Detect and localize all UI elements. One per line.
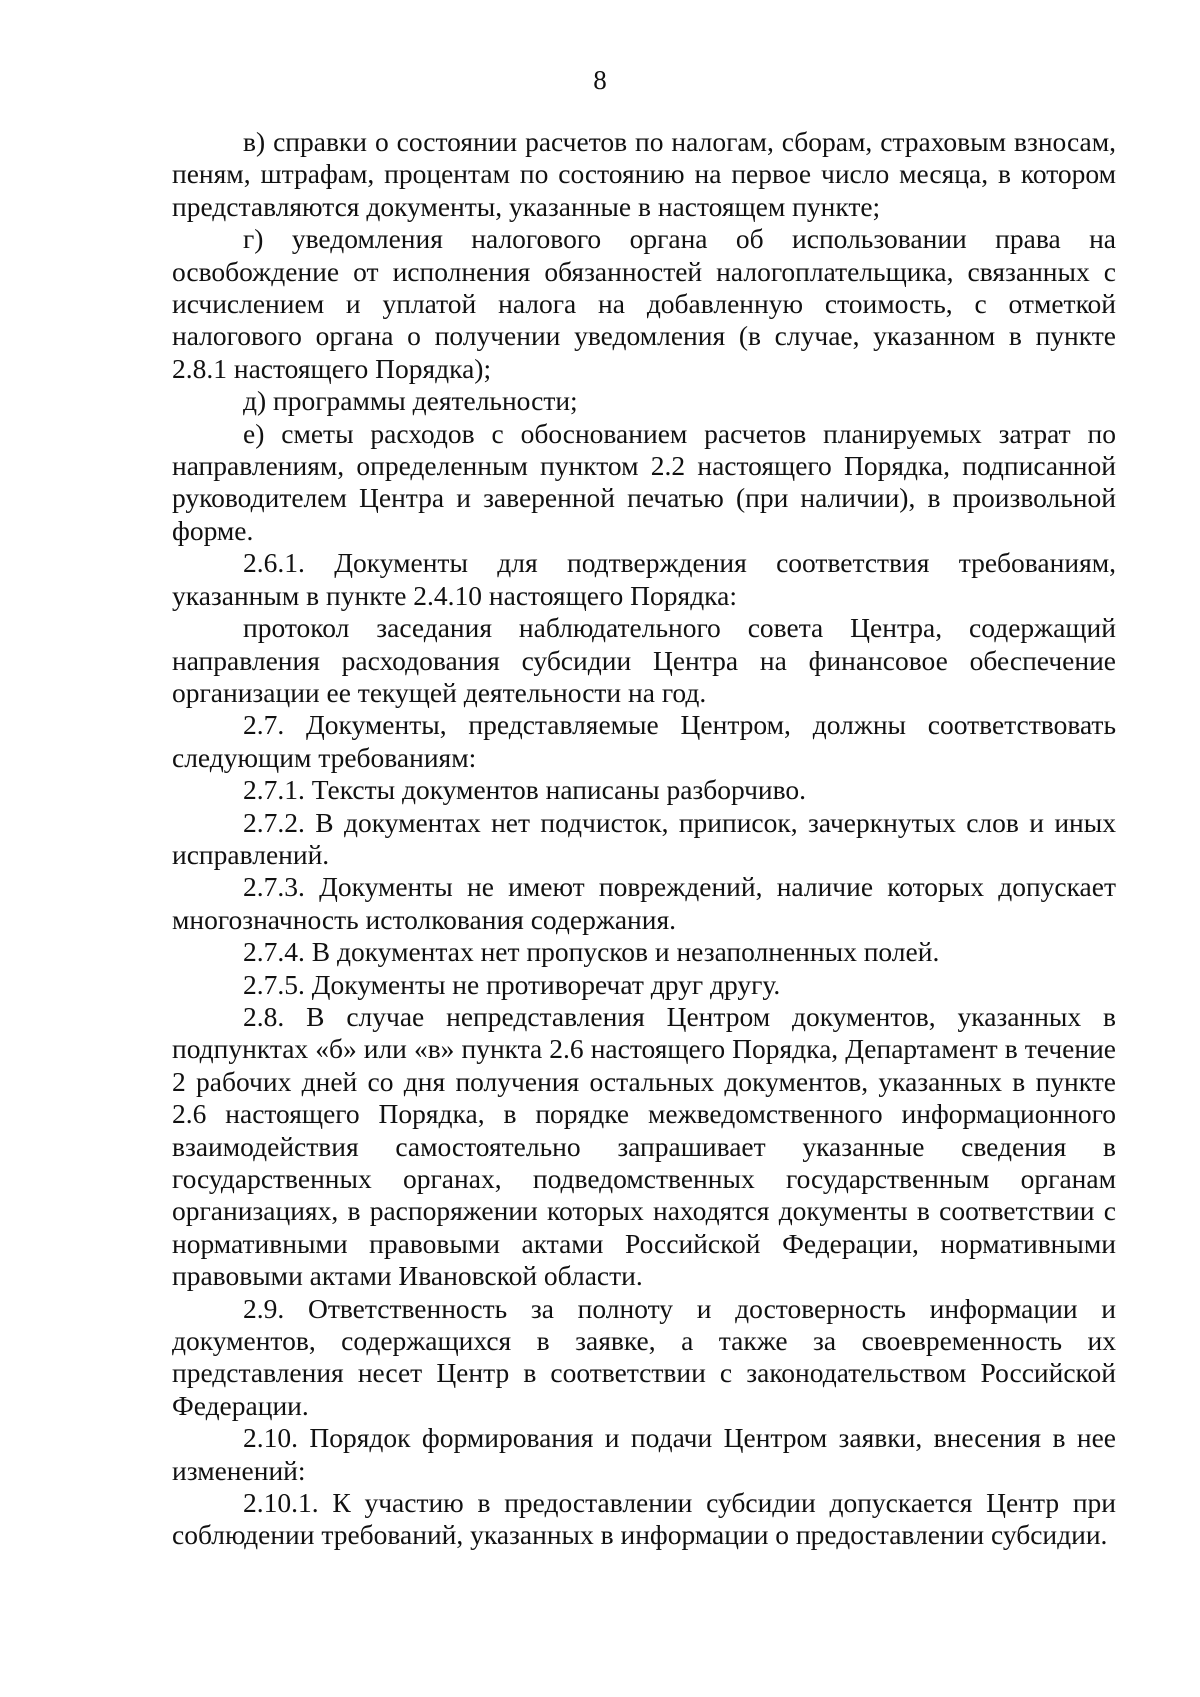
paragraph-2-9: 2.9. Ответственность за полноту и достоверность информации и документов, содержащихся в заявке, а также за своевременность их представления несет Центр в соответствии с законодательством Российской Федерации. [172,1292,1116,1421]
paragraph-g-vat-exemption-notice: г) уведомления налогового органа об использовании права на освобождение от исполнения обязанностей налогоплательщика, связанных с исчислением и уплатой налога на добавленную стоимость, с отметкой налогового органа о получении уведомления (в случае, указанном в пункте 2.8.1 настоящего Порядка); [172,223,1116,384]
paragraph-2-7: 2.7. Документы, представляемые Центром, должны соответствовать следующим требованиям: [172,709,1116,773]
document-body [172,126,1116,1552]
paragraph-2-8: 2.8. В случае непредставления Центром документов, указанных в подпунктах «б» или «в» пункта 2.6 настоящего Порядка, Департамент в течение 2 рабочих дней со дня получения остальных документов, указанных в пункте 2.6 настоящего Порядка, в порядке межведомственного информационного взаимодействия самостоятельно запрашивает указанные сведения в государственных органах, подведомственных государственным органам организациях, в распоряжении которых находятся документы в соответствии с нормативными правовыми актами Российской Федерации, нормативными правовыми актами Ивановской области. [172,1000,1116,1292]
paragraph-2-7-2: 2.7.2. В документах нет подчисток, приписок, зачеркнутых слов и иных исправлений. [172,806,1116,870]
paragraph-2-7-5: 2.7.5. Документы не противоречат друг другу. [243,968,781,1000]
paragraph-2-6-1: 2.6.1. Документы для подтверждения соответствия требованиям, указанным в пункте 2.4.10 настоящего Порядка: [172,547,1116,611]
paragraph-2-7-1: 2.7.1. Тексты документов написаны разборчиво. [243,774,807,806]
page-number: 8 [593,65,607,95]
paragraph-d-activity-program: д) программы деятельности; [243,385,578,417]
paragraph-2-10-1: 2.10.1. К участию в предоставлении субсидии допускается Центр при соблюдении требований, указанных в информации о предоставлении субсидии. [172,1487,1116,1551]
paragraph-2-10: 2.10. Порядок формирования и подачи Центром заявки, внесения в нее изменений: [172,1422,1116,1486]
paragraph-2-7-3: 2.7.3. Документы не имеют повреждений, наличие которых допускает многозначность истолкования содержания. [172,871,1116,935]
paragraph-2-7-4: 2.7.4. В документах нет пропусков и незаполненных полей. [243,936,940,968]
paragraph-e-expense-estimates: е) сметы расходов с обоснованием расчетов планируемых затрат по направлениям, определенным пунктом 2.2 настоящего Порядка, подписанной руководителем Центра и заверенной печатью (при наличии), в произвольной форме. [172,417,1116,546]
paragraph-v-tax-certificates: в) справки о состоянии расчетов по налогам, сборам, страховым взносам, пеням, штрафам, процентам по состоянию на первое число месяца, в котором представляются документы, указанные в настоящем пункте; [172,126,1116,222]
paragraph-supervisory-board-protocol: протокол заседания наблюдательного совета Центра, содержащий направления расходования субсидии Центра на финансовое обеспечение организации ее текущей деятельности на год. [172,612,1116,708]
